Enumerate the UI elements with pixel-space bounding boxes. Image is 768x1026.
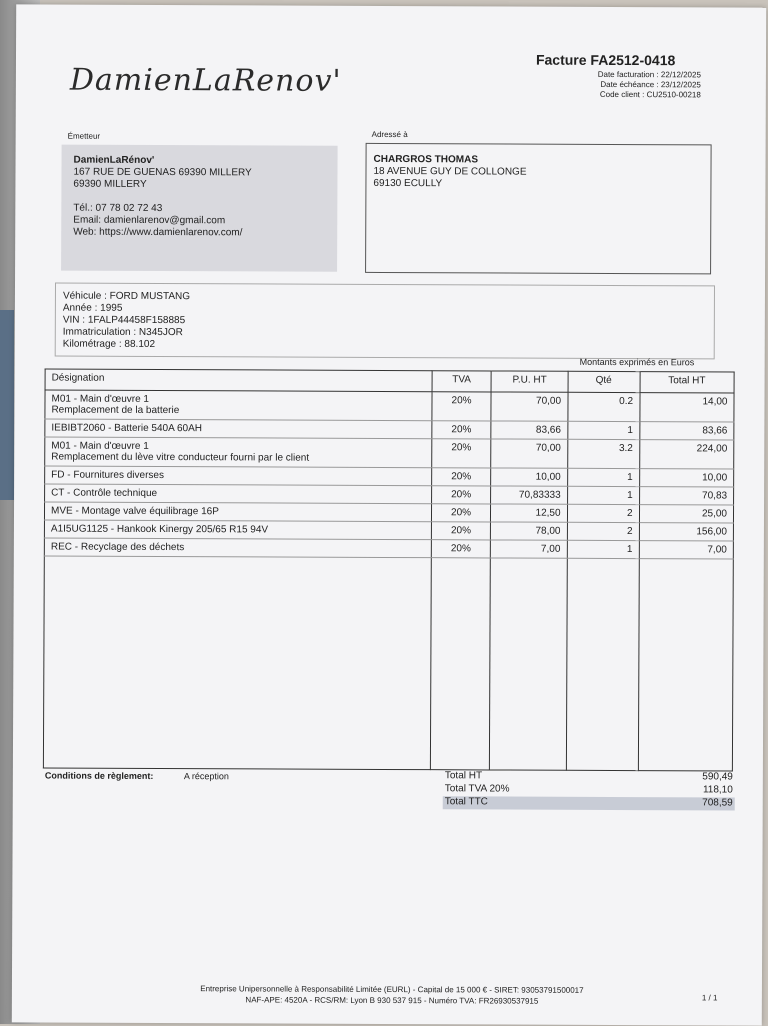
cell-tva: 20% bbox=[431, 504, 491, 522]
cell-designation bbox=[45, 390, 432, 421]
designation-line2: Remplacement du lève vitre conducteur fourni par le client bbox=[51, 451, 310, 464]
cell-designation bbox=[45, 466, 432, 486]
total-ttc-value: 708,59 bbox=[702, 797, 733, 809]
filler-cell bbox=[43, 556, 431, 770]
invoice-page bbox=[12, 4, 766, 1025]
total-ht-label: Total HT bbox=[444, 770, 483, 782]
vehicle-mileage: Kilométrage : 88.102 bbox=[62, 338, 156, 350]
cell-designation bbox=[45, 484, 432, 504]
emitter-name: DamienLaRénov' bbox=[73, 154, 155, 166]
client-address2: 69130 ECULLY bbox=[373, 177, 443, 190]
footer-line2: NAF-APE: 4520A - RCS/RM: Lyon B 930 537 915 - Numéro TVA: FR26930537915 bbox=[245, 995, 539, 1006]
cell-total: 7,00 bbox=[639, 541, 733, 559]
filler-cell bbox=[566, 558, 639, 770]
client-details bbox=[373, 154, 526, 191]
emitter-heading: Émetteur bbox=[67, 131, 101, 141]
emitter-web: Web: https://www.damienlarenov.com/ bbox=[73, 226, 243, 239]
client-heading: Adressé à bbox=[371, 129, 408, 140]
designation-line1: M01 - Main d'œuvre 1 bbox=[51, 393, 150, 405]
cell-tva: 20% bbox=[431, 522, 491, 540]
header-tva: TVA bbox=[432, 371, 492, 392]
cell-designation bbox=[44, 538, 431, 558]
table-row bbox=[45, 390, 734, 422]
filler-cell bbox=[490, 558, 567, 770]
designation-line1: M01 - Main d'œuvre 1 bbox=[51, 440, 149, 452]
designation-line1: CT - Contrôle technique bbox=[51, 487, 158, 499]
designation-line1: REC - Recyclage des déchets bbox=[50, 541, 185, 554]
invoice-meta bbox=[561, 70, 701, 101]
cell-unit-price: 83,66 bbox=[491, 421, 567, 439]
cell-quantity: 2 bbox=[567, 522, 639, 540]
total-ttc-row bbox=[443, 796, 735, 810]
background-strip bbox=[0, 310, 14, 500]
designation-line1: MVE - Montage valve équilibrage 16P bbox=[50, 505, 219, 518]
filler-cell bbox=[638, 559, 733, 771]
cell-total: 156,00 bbox=[639, 523, 733, 541]
terms-label: Conditions de règlement: bbox=[44, 770, 154, 781]
designation-line2: Remplacement de la batterie bbox=[51, 404, 180, 417]
footer-line1: Entreprise Unipersonnelle à Responsabilité Limitée (EURL) - Capital de 15 000 € - SIRET: 93053791500017 bbox=[200, 984, 584, 995]
invoice-due-date: Date échéance : 23/12/2025 bbox=[600, 79, 701, 90]
cell-total: 83,66 bbox=[639, 422, 733, 440]
header-total: Total HT bbox=[640, 372, 734, 393]
cell-designation bbox=[44, 502, 431, 522]
invoice-title: Facture FA2512-0418 bbox=[535, 51, 676, 69]
page-number: 1 / 1 bbox=[701, 993, 718, 1003]
cell-tva: 20% bbox=[431, 540, 491, 558]
cell-quantity: 0.2 bbox=[567, 392, 639, 421]
cell-tva: 20% bbox=[431, 468, 491, 486]
cell-designation bbox=[45, 437, 432, 468]
emitter-address1: 167 RUE DE GUENAS 69390 MILLERY bbox=[73, 166, 252, 179]
vehicle-year: Année : 1995 bbox=[62, 302, 123, 314]
cell-total: 224,00 bbox=[639, 440, 734, 469]
vehicle-details bbox=[63, 291, 190, 352]
cell-tva: 20% bbox=[432, 392, 492, 421]
cell-tva: 20% bbox=[431, 486, 491, 504]
filler-cell bbox=[430, 558, 491, 770]
header-designation: Désignation bbox=[45, 369, 432, 392]
cell-unit-price: 12,50 bbox=[491, 504, 567, 522]
cell-quantity: 1 bbox=[567, 540, 639, 558]
emitter-email: Email: damienlarenov@gmail.com bbox=[73, 214, 226, 227]
designation-line1: A1I5UG1125 - Hankook Kinergy 205/65 R15 94V bbox=[50, 523, 269, 536]
cell-tva: 20% bbox=[431, 439, 491, 468]
designation-line1: FD - Fournitures diverses bbox=[51, 469, 165, 482]
currency-note: Montants exprimés en Euros bbox=[579, 356, 695, 368]
cell-total: 70,83 bbox=[639, 487, 733, 505]
vehicle-plate: Immatriculation : N345JOR bbox=[62, 326, 183, 339]
cell-unit-price: 70,00 bbox=[491, 392, 567, 421]
invoice-date: Date facturation : 22/12/2025 bbox=[597, 69, 701, 80]
table-header-row bbox=[45, 369, 734, 393]
cell-designation bbox=[44, 520, 431, 540]
emitter-address2: 69390 MILLERY bbox=[73, 178, 147, 190]
table-row bbox=[45, 437, 734, 469]
client-address1: 18 AVENUE GUY DE COLLONGE bbox=[373, 165, 527, 178]
emitter-phone: Tél.: 07 78 02 72 43 bbox=[73, 202, 163, 215]
header-pu: P.U. HT bbox=[492, 371, 568, 392]
cell-unit-price: 70,83333 bbox=[491, 486, 567, 504]
vehicle-vin: VIN : 1FALP44458F158885 bbox=[62, 314, 186, 327]
totals-block bbox=[443, 770, 735, 810]
client-name: CHARGROS THOMAS bbox=[373, 153, 479, 166]
cell-total: 25,00 bbox=[639, 505, 733, 523]
cell-unit-price: 10,00 bbox=[491, 468, 567, 486]
cell-unit-price: 70,00 bbox=[491, 439, 567, 468]
invoice-items-table bbox=[43, 368, 735, 771]
company-logo: DamienLaRenov' bbox=[69, 62, 342, 99]
table-filler-row bbox=[43, 556, 733, 771]
total-ttc-label: Total TTC bbox=[444, 796, 488, 808]
total-tva-row bbox=[443, 783, 735, 797]
cell-quantity: 2 bbox=[567, 504, 639, 522]
vehicle-model: Véhicule : FORD MUSTANG bbox=[62, 290, 191, 303]
total-ht-row bbox=[443, 770, 735, 784]
client-code: Code client : CU2510-00218 bbox=[599, 89, 701, 100]
total-ht-value: 590,49 bbox=[702, 771, 733, 783]
emitter-details bbox=[73, 155, 252, 240]
cell-total: 10,00 bbox=[639, 469, 733, 487]
header-qty: Qté bbox=[568, 371, 640, 392]
cell-unit-price: 7,00 bbox=[491, 540, 567, 558]
cell-designation bbox=[45, 419, 432, 439]
cell-quantity: 1 bbox=[567, 486, 639, 504]
cell-quantity: 1 bbox=[567, 421, 639, 439]
cell-quantity: 3.2 bbox=[567, 439, 639, 468]
cell-unit-price: 78,00 bbox=[491, 522, 567, 540]
designation-line1: IEBIBT2060 - Batterie 540A 60AH bbox=[51, 422, 203, 435]
total-tva-label: Total TVA 20% bbox=[444, 783, 510, 795]
cell-quantity: 1 bbox=[567, 468, 639, 486]
terms-value: A réception bbox=[183, 771, 229, 782]
cell-total: 14,00 bbox=[640, 393, 735, 422]
cell-tva: 20% bbox=[431, 421, 491, 439]
payment-terms bbox=[45, 771, 229, 782]
total-tva-value: 118,10 bbox=[702, 784, 733, 796]
legal-footer bbox=[112, 983, 672, 1007]
